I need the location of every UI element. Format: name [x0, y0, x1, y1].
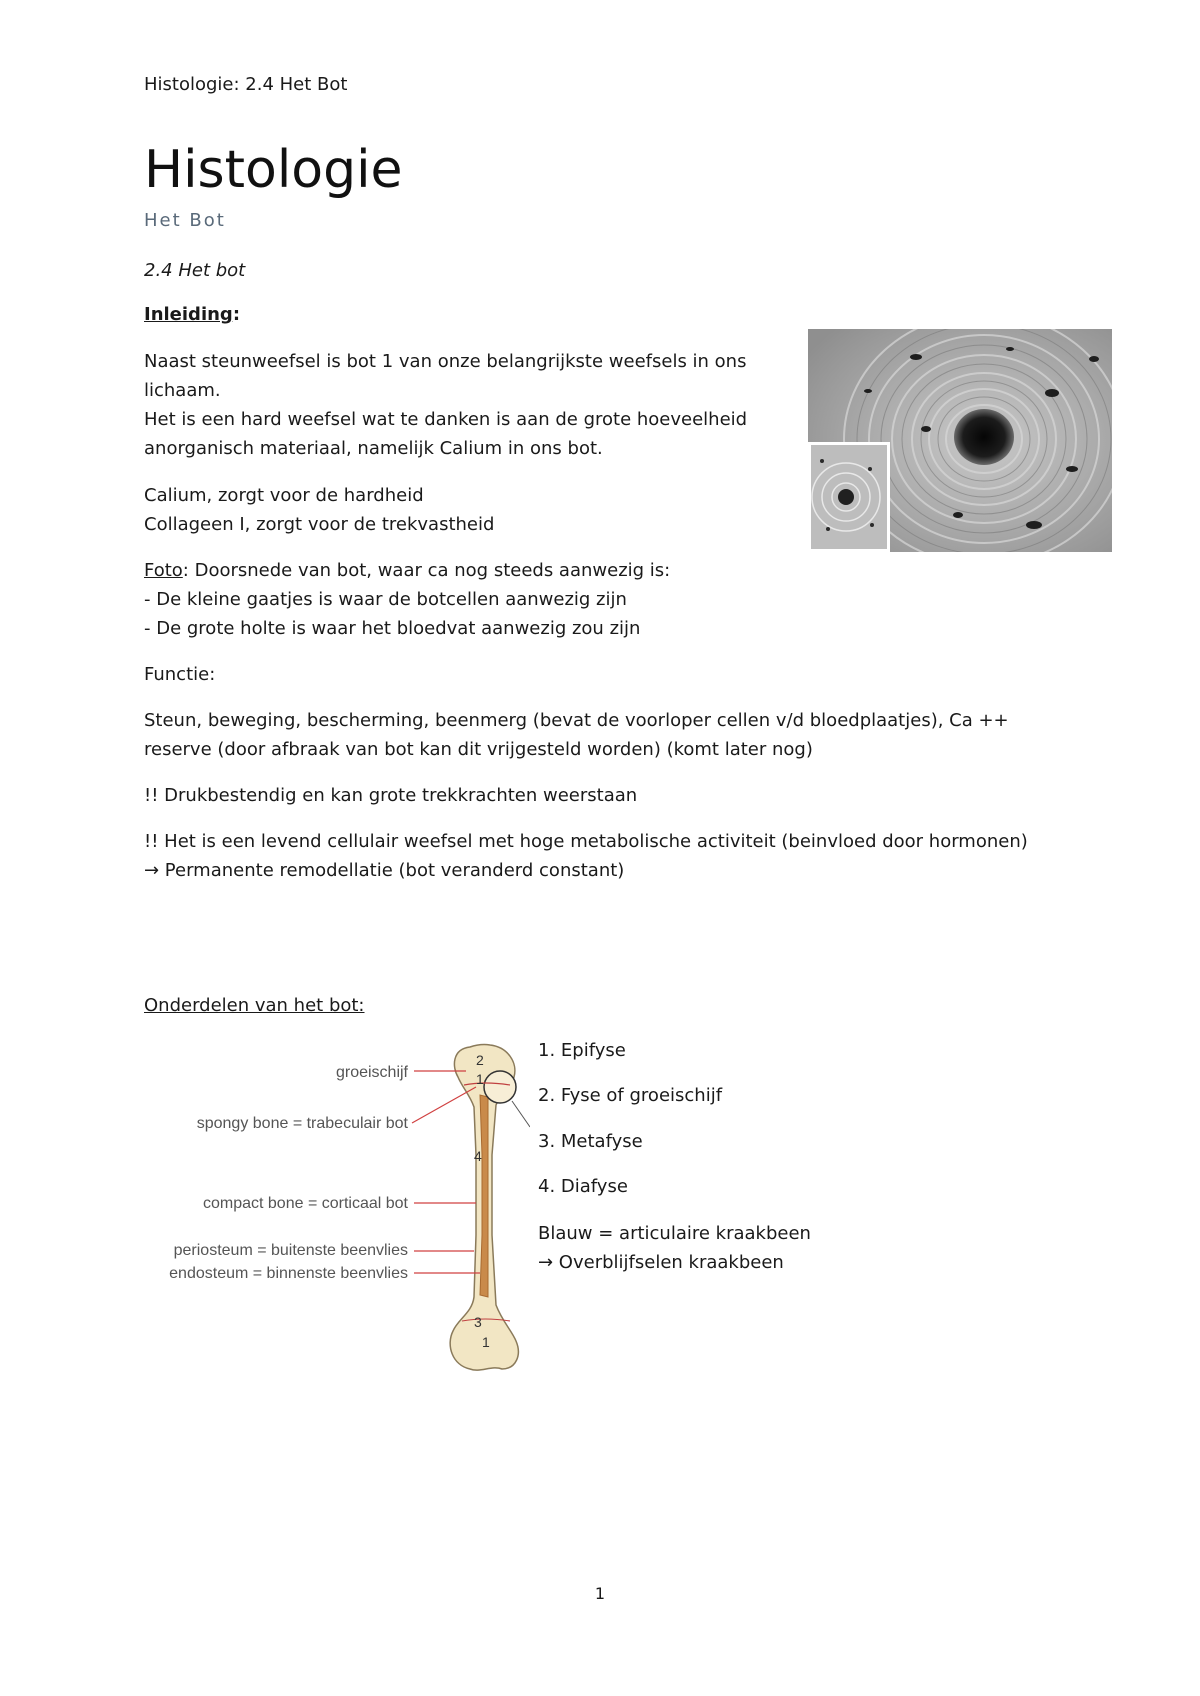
- blauw-note: Blauw = articulaire kraakbeen: [538, 1223, 811, 1244]
- onderdelen-heading: [144, 991, 365, 1020]
- intro-line-4: anorganisch materiaal, namelijk Calium in ons bot.: [144, 438, 603, 459]
- diagram-number-1-top: 1: [476, 1071, 484, 1087]
- diagram-number-2: 2: [476, 1052, 484, 1068]
- section-heading: 2.4 Het bot: [144, 260, 246, 281]
- onderdelen-heading-text: Onderdelen van het bot:: [144, 995, 365, 1016]
- note-drukbestendig: !! Drukbestendig en kan grote trekkrachten weerstaan: [144, 785, 638, 806]
- foto-item-2: - De grote holte is waar het bloedvat aanwezig zou zijn: [144, 618, 641, 639]
- foto-label: Foto: [144, 560, 183, 581]
- note-levend-line-2: → Permanente remodellatie (bot veranderd constant): [144, 860, 625, 881]
- intro-line-1: Naast steunweefsel is bot 1 van onze belangrijkste weefsels in ons: [144, 351, 747, 372]
- foto-text: : Doorsnede van bot, waar ca nog steeds aanwezig is:: [182, 560, 671, 581]
- part-diafyse: 4. Diafyse: [538, 1176, 628, 1197]
- functie-line-2: reserve (door afbraak van bot kan dit vrijgesteld worden) (komt later nog): [144, 739, 813, 760]
- diagram-label-periosteum: periosteum = buitenste beenvlies: [173, 1242, 408, 1259]
- prop-line-1: Calium, zorgt voor de hardheid: [144, 485, 424, 506]
- page-number: 1: [594, 1584, 606, 1603]
- diagram-label-groeischijf: groeischijf: [335, 1064, 408, 1081]
- functie-heading: Functie:: [144, 664, 216, 685]
- diagram-label-compact-bone: compact bone = corticaal bot: [202, 1195, 408, 1212]
- intro-line-2: lichaam.: [144, 380, 221, 401]
- foto-item-1: - De kleine gaatjes is waar de botcellen aanwezig zijn: [144, 589, 627, 610]
- diagram-number-4: 4: [474, 1148, 482, 1164]
- note-levend-line-1: !! Het is een levend cellulair weefsel met hoge metabolische activiteit (beinvloed door hormonen): [144, 831, 1028, 852]
- diagram-number-3: 3: [474, 1314, 482, 1330]
- inleiding-heading-colon: :: [232, 304, 241, 325]
- part-fyse: 2. Fyse of groeischijf: [538, 1085, 723, 1106]
- part-epifyse: 1. Epifyse: [538, 1040, 626, 1061]
- bone-micrograph-image: [808, 329, 1112, 552]
- inleiding-heading: [144, 300, 240, 329]
- foto-line: [144, 556, 670, 585]
- long-bone-diagram: [140, 1035, 530, 1385]
- document-subtitle: Het Bot: [144, 210, 226, 231]
- overblijf-note: → Overblijfselen kraakbeen: [538, 1252, 784, 1273]
- page-header: Histologie: 2.4 Het Bot: [144, 74, 348, 95]
- prop-line-2: Collageen I, zorgt voor de trekvastheid: [144, 514, 495, 535]
- diagram-number-1-bottom: 1: [482, 1334, 490, 1350]
- inleiding-heading-text: Inleiding: [144, 304, 233, 325]
- diagram-label-spongy-bone: spongy bone = trabeculair bot: [196, 1115, 408, 1132]
- part-metafyse: 3. Metafyse: [538, 1131, 643, 1152]
- diagram-label-endosteum: endosteum = binnenste beenvlies: [169, 1265, 408, 1282]
- intro-line-3: Het is een hard weefsel wat te danken is aan de grote hoeveelheid: [144, 409, 748, 430]
- functie-line-1: Steun, beweging, bescherming, beenmerg (bevat de voorloper cellen v/d bloedplaatjes), Ca ++: [144, 710, 1009, 731]
- document-title: Histologie: [144, 140, 403, 200]
